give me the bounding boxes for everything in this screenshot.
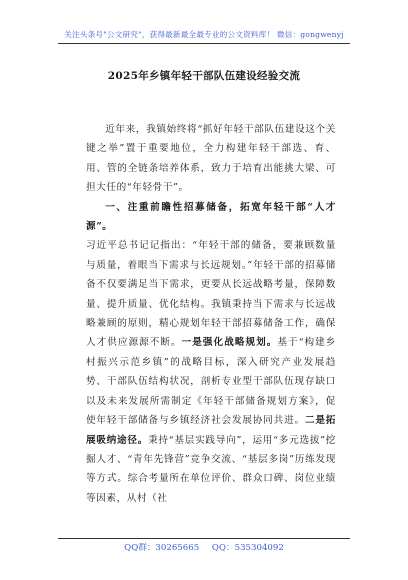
section-text-b: 基于“构建乡村振兴示范乡镇”的战略目标，深入研究产业发展趋势、干部队伍结构状况，剖析专业型干部队伍现存缺口以及未来发展所需制定《年轻干部储备规划方案》，促使年轻干部储备与乡镇经济社会发展协同共进。 (86, 337, 336, 427)
section-text-c: 秉持“基层实践导向”，运用“多元选拔”挖掘人才、“青年先锋营”竞争交流、“基层多岗”历练发现等方式。综合考量所在单位评价、群众口碑、岗位业绩等因素，从村（社 (86, 434, 336, 504)
bold-point-1: 一是强化战略规划。 (181, 337, 278, 349)
bold-point-2: 二是拓展吸纳途径。 (86, 415, 336, 446)
section-heading: 一、注重前瞻性招募储备，拓宽年轻干部“人才源”。 (86, 201, 336, 233)
header-divider (58, 43, 350, 44)
intro-paragraph: 近年来，我镇始终将“抓好年轻干部队伍建设这个关键之举”置于重要地位，全力构建年轻干部选、育、用、管的全链条培养体系，致力于培育出能挑大梁、可担大任的“年轻骨干”。 (86, 124, 336, 194)
section-paragraph (86, 236, 336, 508)
document-body (86, 120, 336, 508)
section-text-a: 习近平总书记记指出：“年轻干部的储备，要兼顾数量与质量，着眼当下需求与长远规划。”年轻干部的招募储备不仅要满足当下需求，更要从长远战略考量，保障数量、提升质量、优化结构。我镇秉持当下需求与长远战略兼顾的原则，精心规划年轻干部招募储备工作，确保人才供应源源不断。 (86, 240, 336, 349)
qq-number: QQ：535304092 (211, 543, 284, 553)
document-title: 2025年乡镇年轻干部队伍建设经验交流 (107, 70, 301, 82)
header-notice: 关注头条号"公文研究"，获得最新最全最专业的公文资料库！ 微信：gongwenyj (64, 30, 344, 39)
qq-group: QQ群：30265665 (124, 543, 200, 553)
footer-contact (0, 541, 408, 553)
footer-divider (58, 538, 350, 539)
